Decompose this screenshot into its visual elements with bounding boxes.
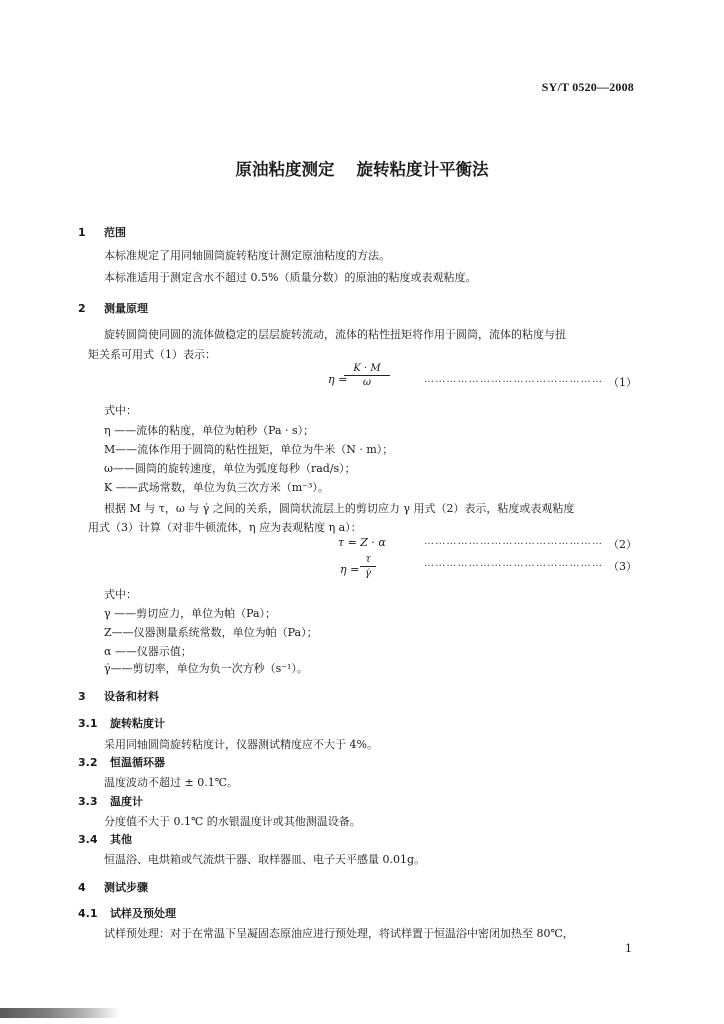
- eq3-fraction: [360, 554, 376, 579]
- eq3-numerator: τ: [365, 554, 371, 565]
- section-2-heading: 2 测量原理: [78, 302, 148, 315]
- section-1-heading: 1 范围: [78, 226, 126, 239]
- eq1-denominator: ω: [362, 377, 372, 388]
- eq1-numerator: K · M: [353, 363, 381, 374]
- section-2-para-1b: 矩关系可用式（1）表示：: [88, 348, 216, 361]
- section-3-heading: 3 设备和材料: [78, 690, 159, 703]
- page-number: 1: [625, 942, 632, 955]
- section-2-para-1a: 旋转圆筒使同圆的流体做稳定的层层旋转流动，流体的粘性扭矩将作用于圆筒，流体的粘度与扭: [104, 328, 566, 341]
- def-z: Z——仪器测量系统常数，单位为帕（Pa）；: [104, 626, 318, 639]
- def-m: M——流体作用于圆筒的粘性扭矩，单位为牛米（N · m）；: [104, 443, 394, 456]
- eq2: τ = Z · α: [338, 536, 386, 549]
- def-eta: η ——流体的粘度，单位为帕秒（Pa · s）；: [104, 424, 315, 437]
- title-part-2: 旋转粘度计平衡法: [356, 160, 489, 179]
- def-gamma: γ ——剪切应力，单位为帕（Pa）；: [104, 607, 277, 620]
- section-1-line-1: 本标准规定了用同轴圆筒旋转粘度计测定原油粘度的方法。: [104, 249, 390, 262]
- eq1-lhs: η =: [328, 373, 348, 386]
- section-3-1-body: 采用同轴圆筒旋转粘度计，仪器测试精度应不大于 4%。: [104, 738, 378, 751]
- section-3-4-body: 恒温浴、电烘箱或气流烘干器、取样器皿、电子天平感量 0.01g。: [104, 853, 426, 866]
- section-3-4-heading: 3.4 其他: [78, 833, 132, 846]
- eq3-denominator: γ̇: [365, 568, 371, 579]
- section-3-3-body: 分度值不大于 0.1℃ 的水银温度计或其他测温设备。: [104, 815, 361, 828]
- eq3-lhs: η =: [340, 563, 360, 576]
- eq2-number: （2）: [608, 538, 637, 551]
- standard-code: SY/T 0520—2008: [541, 80, 634, 94]
- section-3-2-body: 温度波动不超过 ± 0.1℃。: [104, 776, 239, 789]
- section-2-para-2b: 用式（3）计算（对非牛顿流体，η 应为表观粘度 η a）：: [88, 521, 362, 534]
- section-1-line-2: 本标准适用于测定含水不超过 0.5%（质量分数）的原油的粘度或表观粘度。: [104, 271, 477, 284]
- eq1-leader: …………………………………………: [424, 374, 604, 385]
- title-part-1: 原油粘度测定: [235, 160, 335, 179]
- def-gamma-dot: γ̇——剪切率，单位为负一次方秒（s⁻¹）。: [104, 662, 308, 675]
- section-2-para-2a: 根据 M 与 τ，ω 与 γ̇ 之间的关系，圆筒状流层上的剪切应力 γ 用式（2）表示，粘度或表观粘度: [104, 502, 575, 515]
- section-3-1-heading: 3.1 旋转粘度计: [78, 717, 165, 730]
- document-title: [0, 156, 724, 180]
- section-3-3-heading: 3.3 温度计: [78, 795, 143, 808]
- section-4-1-heading: 4.1 试样及预处理: [78, 907, 176, 920]
- eq2-leader: …………………………………………: [424, 536, 604, 547]
- def-k: K ——武场常数，单位为负三次方米（m⁻³）。: [104, 481, 329, 494]
- def-alpha: α ——仪器示值；: [104, 645, 192, 658]
- eq3-number: （3）: [608, 560, 637, 573]
- section-3-2-heading: 3.2 恒温循环器: [78, 756, 165, 769]
- scan-artifact: [0, 1008, 120, 1018]
- eq1-fraction: [344, 363, 390, 388]
- def-omega: ω——圆筒的旋转速度，单位为弧度每秒（rad/s）；: [104, 462, 356, 475]
- section-4-1-body: 试样预处理：对于在常温下呈凝固态原油应进行预处理，将试样置于恒温浴中密闭加热至 80℃，: [104, 927, 574, 940]
- where-label-1: 式中：: [104, 404, 137, 417]
- eq1-number: （1）: [608, 376, 637, 389]
- eq3-leader: …………………………………………: [424, 558, 604, 569]
- where-label-2: 式中：: [104, 588, 137, 601]
- section-4-heading: 4 测试步骤: [78, 881, 148, 894]
